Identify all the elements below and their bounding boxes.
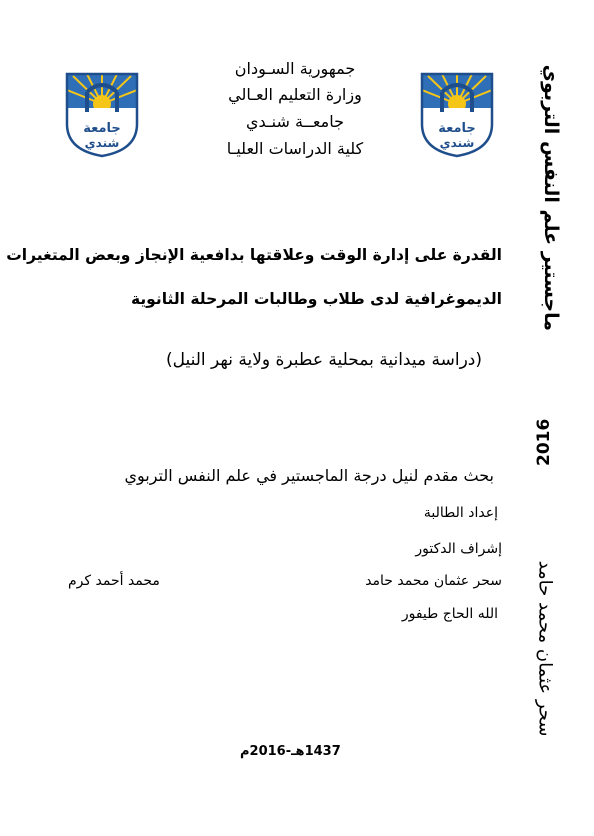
- university-name: جامعــة شنـدي: [246, 112, 344, 131]
- supervisor-label: إشراف الدكتور: [415, 541, 502, 557]
- ministry-name: وزارة التعليم العـالي: [228, 85, 362, 104]
- student-name: سحر عثمان محمد حامد: [365, 573, 502, 589]
- logo-text-bottom: شندي: [84, 136, 120, 150]
- degree-purpose: بحث مقدم لنيل درجة الماجستير في علم النفس التربوي: [124, 466, 494, 485]
- university-logo-right: [420, 72, 494, 158]
- college-name: كلية الدراسات العليـا: [226, 139, 364, 158]
- university-logo-icon: [65, 72, 139, 158]
- co-supervisor-name: الله الحاج طيفور: [401, 606, 498, 622]
- spine-degree: ماجستير علم النفس التربوي: [540, 64, 562, 331]
- thesis-title-line1: القدرة على إدارة الوقت وعلاقتها بدافعية الإنجاز وبعض المتغيرات: [6, 246, 502, 264]
- thesis-title-line2: الديموغرافية لدى طلاب وطالبات المرحلة الثانوية: [130, 290, 502, 308]
- spine-year: 2016: [534, 418, 554, 466]
- thesis-subtitle: (دراسة ميدانية بمحلية عطبرة ولاية نهر النيل): [165, 350, 482, 370]
- prepared-by-label: إعداد الطالبة: [423, 505, 498, 521]
- logo-text-bottom: شندي: [439, 136, 475, 150]
- submission-date: 1437هـ-2016م: [240, 744, 341, 759]
- spine-author: سحر عثمان محمد حامد: [534, 560, 556, 737]
- university-logo-icon: [420, 72, 494, 158]
- country-name: جمهورية السـودان: [234, 59, 356, 78]
- logo-text-top: جامعة: [438, 121, 476, 136]
- supervisor-name: محمد أحمد كرم: [68, 573, 160, 589]
- logo-text-top: جامعة: [83, 121, 121, 136]
- university-logo-left: [65, 72, 139, 158]
